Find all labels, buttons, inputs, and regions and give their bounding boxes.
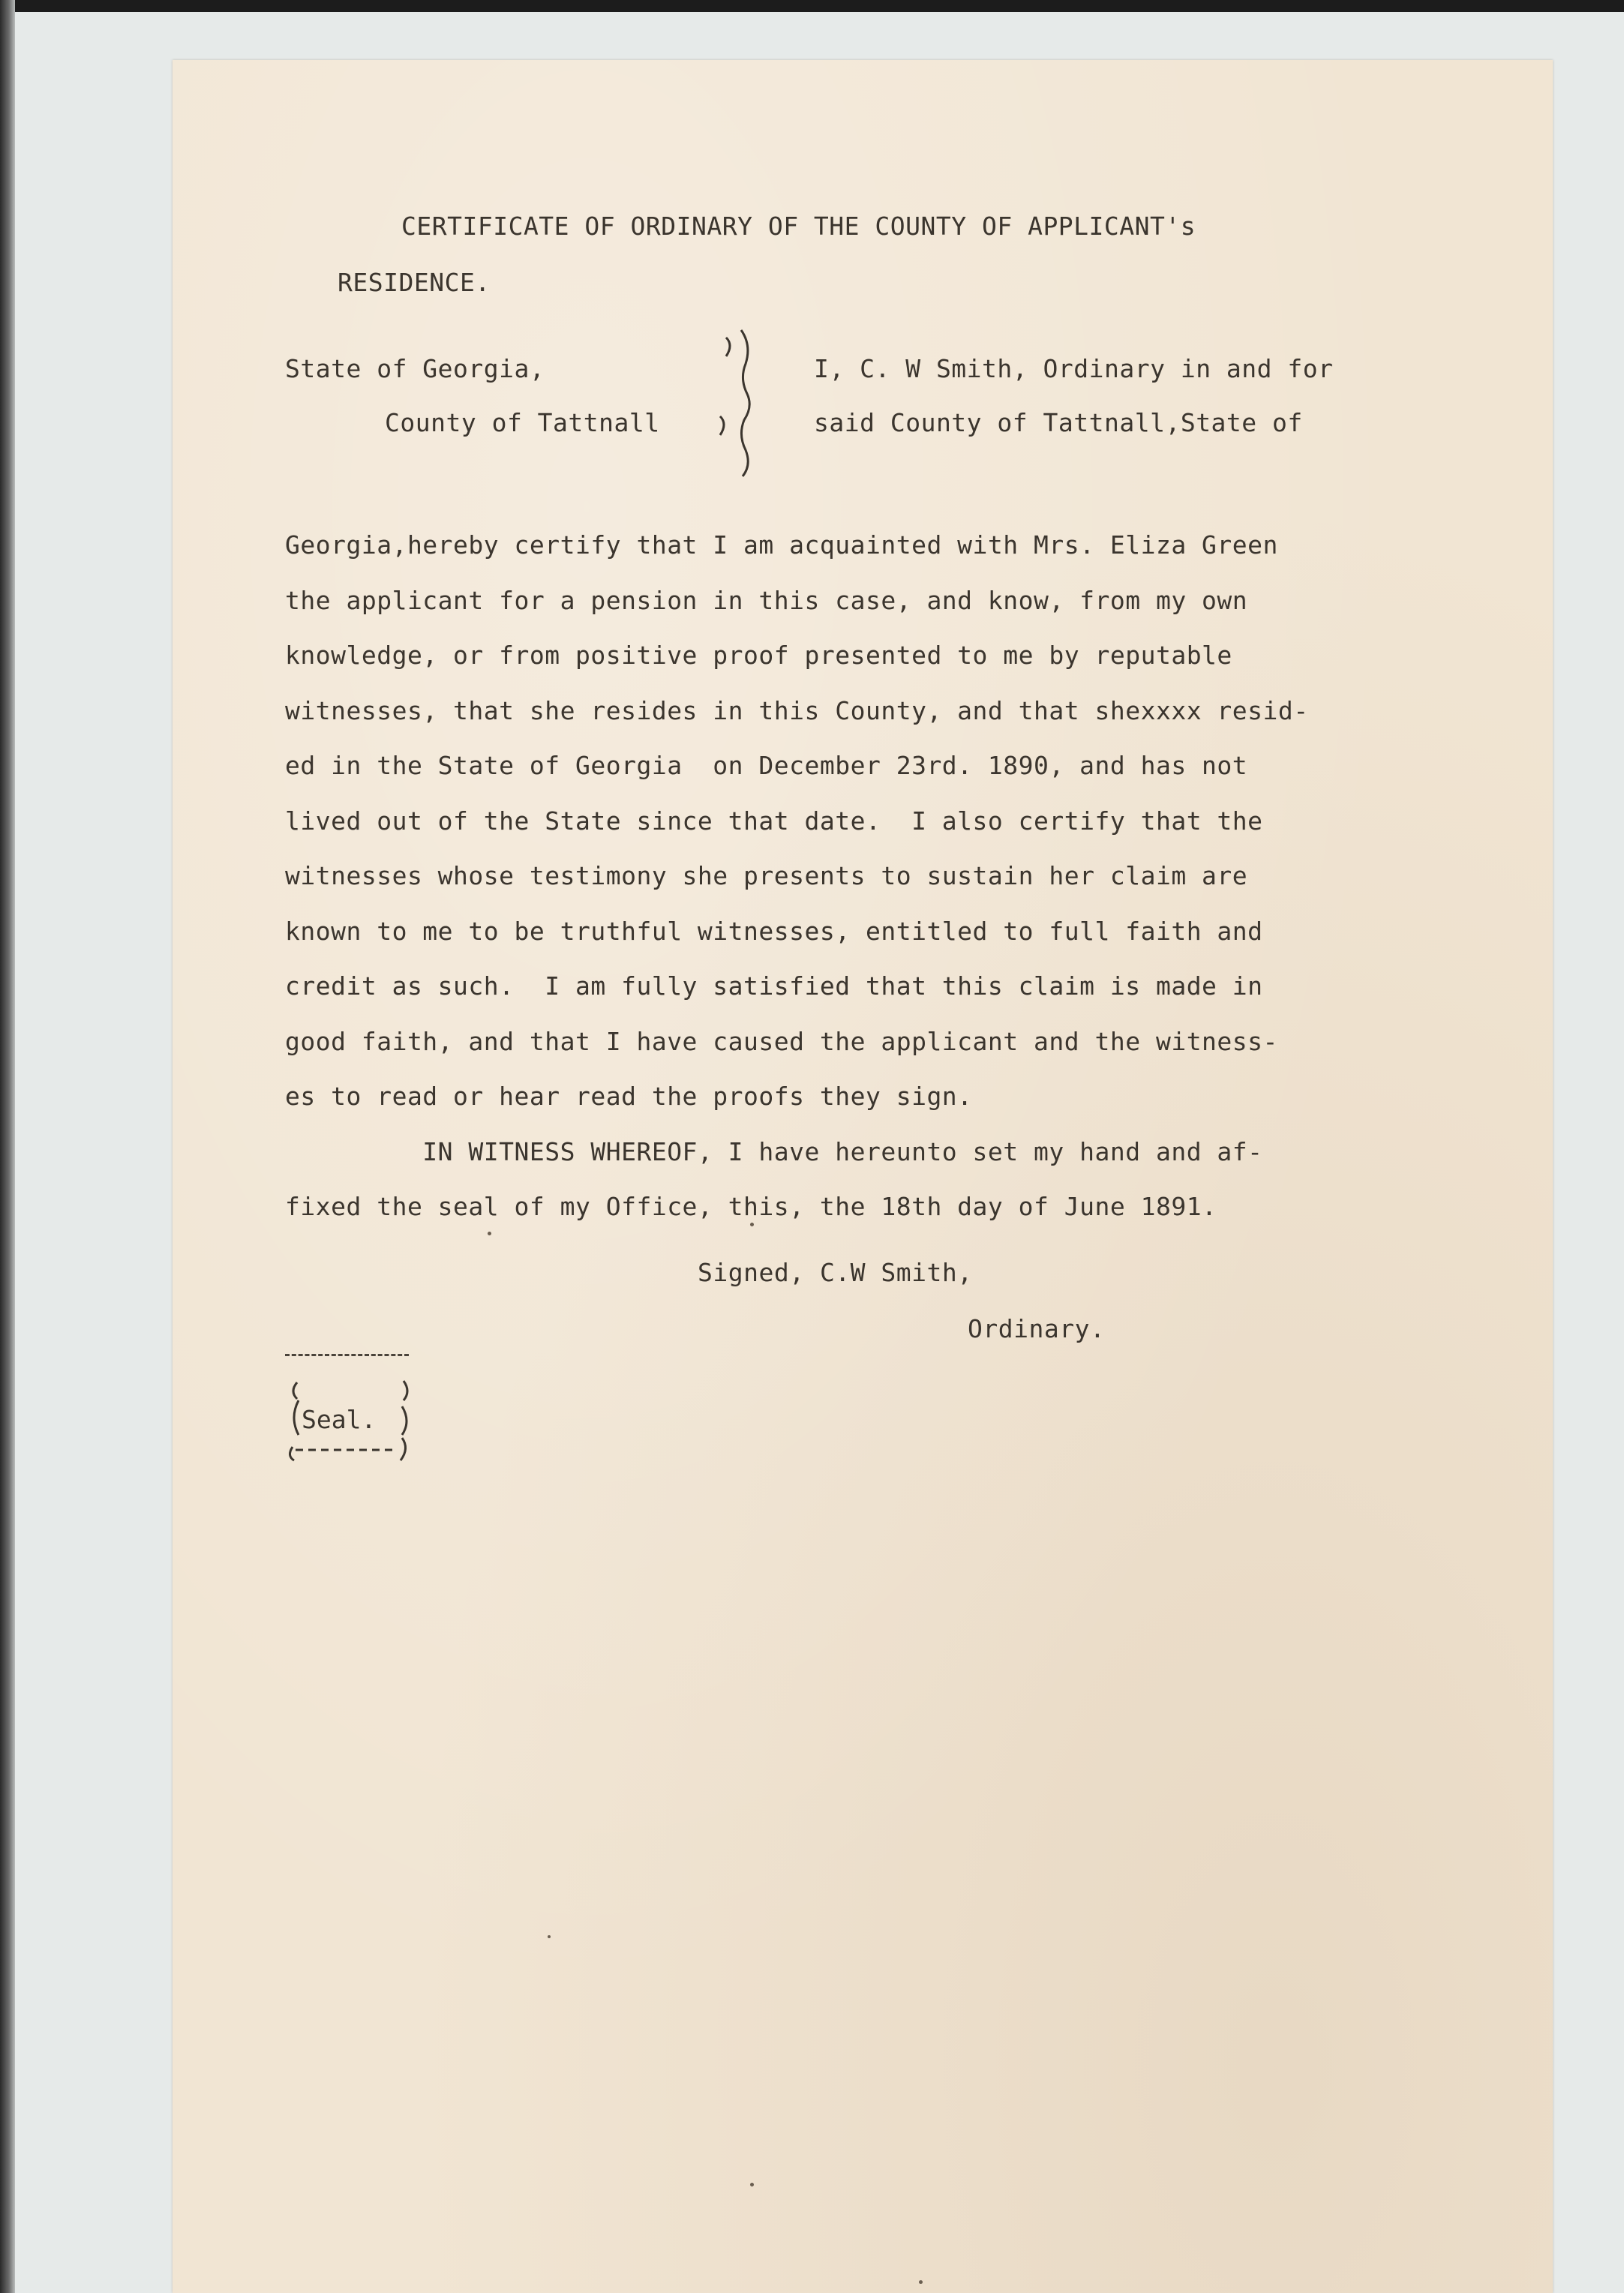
signer-title: Ordinary. bbox=[968, 1314, 1106, 1343]
venue-county: County of Tattnall bbox=[385, 408, 660, 437]
document-page bbox=[173, 60, 1553, 2293]
body-line: witnesses, that she resides in this County, and that shexxxx resid- bbox=[285, 695, 1309, 725]
document-title-continued: RESIDENCE. bbox=[338, 268, 491, 297]
document-title: CERTIFICATE OF ORDINARY OF THE COUNTY OF APPLICANT's bbox=[401, 212, 1196, 241]
body-line: Georgia,hereby certify that I am acquainted with Mrs. Eliza Green bbox=[285, 530, 1278, 560]
venue-brace bbox=[713, 323, 765, 480]
seal-label: Seal. bbox=[302, 1405, 377, 1434]
body-line: credit as such. I am fully satisfied that this claim is made in bbox=[285, 971, 1263, 1001]
paper-blemish bbox=[488, 1232, 491, 1235]
scan-edge-top bbox=[0, 0, 1624, 12]
paper-blemish bbox=[919, 2280, 923, 2284]
body-line: fixed the seal of my Office, this, the 18th day of June 1891. bbox=[285, 1192, 1217, 1221]
body-line: known to me to be truthful witnesses, entitled to full faith and bbox=[285, 916, 1263, 946]
certificate-body bbox=[285, 518, 1309, 1235]
intro-line: I, C. W Smith, Ordinary in and for bbox=[814, 354, 1334, 383]
body-line: es to read or hear read the proofs they sign. bbox=[285, 1082, 973, 1111]
scan-edge-left bbox=[0, 0, 15, 2293]
body-line: ed in the State of Georgia on December 23rd. 1890, and has not bbox=[285, 751, 1248, 780]
body-line: good faith, and that I have caused the applicant and the witness- bbox=[285, 1026, 1278, 1056]
paper-blemish bbox=[750, 2183, 754, 2186]
seal-placeholder bbox=[285, 1354, 435, 1474]
intro-line: said County of Tattnall,State of bbox=[814, 408, 1303, 437]
body-line: knowledge, or from positive proof presented to me by reputable bbox=[285, 641, 1232, 670]
venue-state: State of Georgia, bbox=[285, 354, 545, 383]
body-line: witnesses whose testimony she presents to sustain her claim are bbox=[285, 861, 1248, 890]
body-line: IN WITNESS WHEREOF, I have hereunto set my hand and af- bbox=[285, 1136, 1263, 1166]
paper-blemish bbox=[750, 1223, 754, 1226]
paper-blemish bbox=[548, 1935, 551, 1938]
body-line: the applicant for a pension in this case, and know, from my own bbox=[285, 585, 1248, 615]
body-line: lived out of the State since that date. I also certify that the bbox=[285, 806, 1263, 836]
signature-line: Signed, C.W Smith, bbox=[698, 1258, 973, 1287]
